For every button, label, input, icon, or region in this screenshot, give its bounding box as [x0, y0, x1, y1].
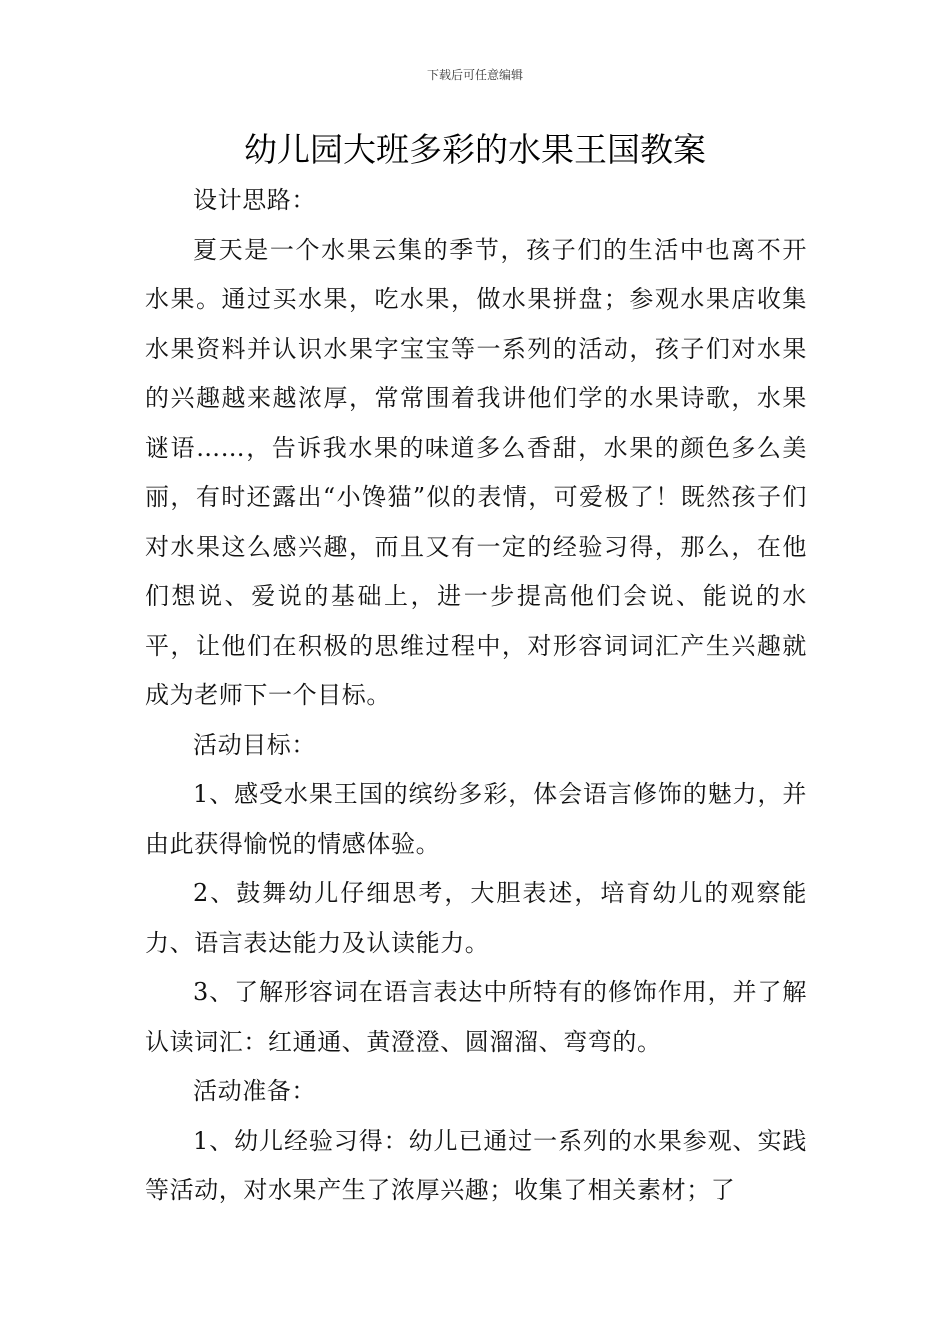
paragraph-design-body: 夏天是一个水果云集的季节，孩子们的生活中也离不开水果。通过买水果，吃水果，做水果拼盘；参观水果店收集水果资料并认识水果字宝宝等一系列的活动，孩子们对水果的兴趣越来越浓厚，常常围着我讲他们学的水果诗歌，水果谜语……，告诉我水果的味道多么香甜，水果的颜色多么美丽，有时还露出“小馋猫”似的表情，可爱极了！既然孩子们对水果这么感兴趣，而且又有一定的经验习得，那么，在他们想说、爱说的基础上，进一步提高他们会说、能说的水平，让他们在积极的思维过程中，对形容词词汇产生兴趣就成为老师下一个目标。: [145, 235, 807, 709]
list-item-goal-2: 2、鼓舞幼儿仔细思考，大胆表述，培育幼儿的观察能力、语言表达能力及认读能力。: [145, 879, 807, 957]
list-item-preparation-1: 1、幼儿经验习得：幼儿已通过一系列的水果参观、实践等活动，对水果产生了浓厚兴趣；收集了相关素材；了: [145, 1126, 807, 1204]
list-item-goal-3: 3、了解形容词在语言表达中所特有的修饰作用，并了解认读词汇：红通通、黄澄澄、圆溜溜、弯弯的。: [145, 978, 807, 1056]
section-heading-goals: 活动目标：: [193, 730, 316, 759]
section-heading-preparation: 活动准备：: [193, 1077, 316, 1105]
document-body: [145, 176, 807, 1216]
section-heading-design: 设计思路：: [193, 186, 316, 214]
list-item-goal-1: 1、感受水果王国的缤纷多彩，体会语言修饰的魅力，并由此获得愉悦的情感体验。: [145, 780, 807, 858]
document-title: 幼儿园大班多彩的水果王国教案: [244, 130, 706, 169]
header-note: 下载后可任意编辑: [426, 68, 523, 82]
